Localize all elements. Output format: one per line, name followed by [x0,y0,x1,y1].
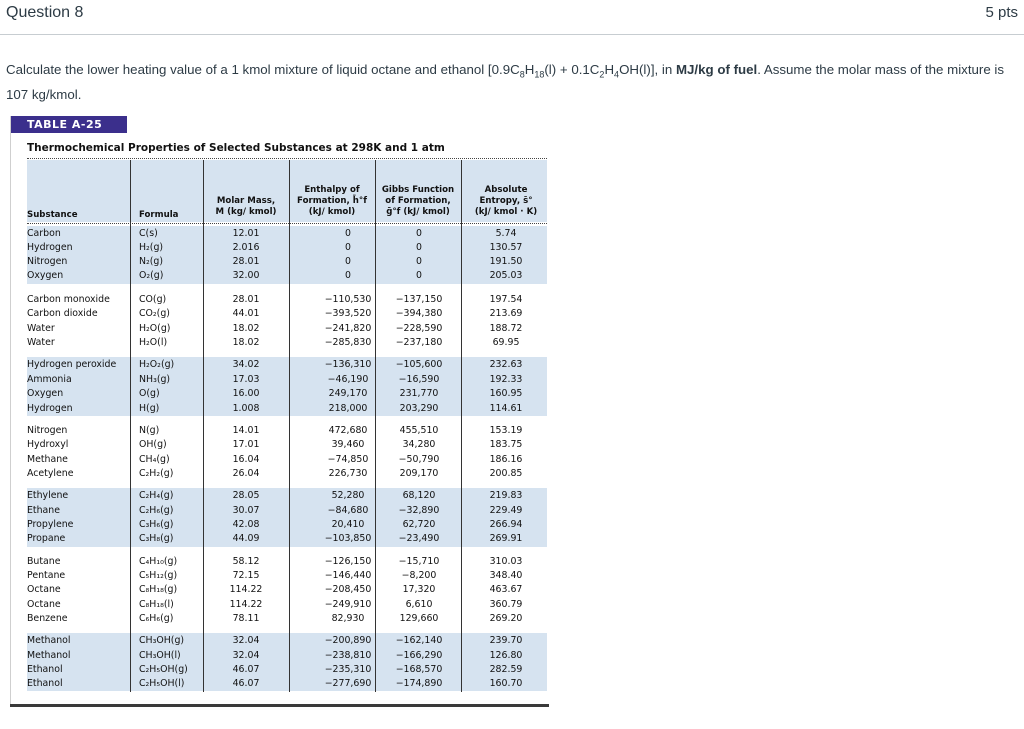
substance-cell: Oxygen [27,270,64,281]
enthalpy-cell: 249,170 [328,388,368,399]
formula-cell: C(s) [139,228,158,239]
entropy-cell: 5.74 [495,228,517,239]
formula-cell: N(g) [139,425,160,436]
entropy-cell: 229.49 [489,505,523,516]
enthalpy-cell: −393,520 [324,308,372,319]
entropy-cell: 160.95 [489,388,523,399]
formula-cell: CO₂(g) [139,308,170,319]
entropy-cell: 219.83 [489,490,523,501]
molar-mass-cell: 44.09 [232,533,260,544]
enthalpy-cell: −103,850 [324,533,372,544]
entropy-cell: 205.03 [489,270,523,281]
table-row [0,439,550,454]
gibbs-cell: −15,710 [398,556,440,567]
table-row [0,256,550,271]
formula-cell: CO(g) [139,294,167,305]
table-row [0,388,550,403]
substance-cell: Ethanol [27,664,63,675]
molar-mass-cell: 12.01 [232,228,260,239]
col-molar-mass: Molar Mass, M (kg/ kmol) [215,196,277,217]
table-row [0,454,550,469]
gibbs-cell: −137,150 [395,294,443,305]
entropy-cell: 191.50 [489,256,523,267]
gibbs-cell: −8,200 [401,570,437,581]
table-row [0,570,550,585]
substance-cell: Ethane [27,505,60,516]
table-row [0,584,550,599]
col-formula: Formula [139,210,179,220]
molar-mass-cell: 42.08 [232,519,260,530]
table-row [0,664,550,679]
formula-cell: CH₃OH(l) [139,650,181,661]
enthalpy-cell: 218,000 [328,403,368,414]
substance-cell: Ethylene [27,490,69,501]
table-row [0,678,550,693]
entropy-cell: 239.70 [489,635,523,646]
molar-mass-cell: 114.22 [229,584,263,595]
substance-cell: Octane [27,599,61,610]
substance-cell: Hydrogen peroxide [27,359,117,370]
col-enthalpy: Enthalpy of Formation, h̄°f (kJ/ kmol) [297,185,367,217]
gibbs-cell: 34,280 [402,439,436,450]
substance-cell: Oxygen [27,388,64,399]
entropy-cell: 197.54 [489,294,523,305]
molar-mass-cell: 26.04 [232,468,260,479]
molar-mass-cell: 2.016 [232,242,260,253]
entropy-cell: 126.80 [489,650,523,661]
entropy-cell: 269.20 [489,613,523,624]
substance-cell: Carbon monoxide [27,294,110,305]
enthalpy-cell: −200,890 [324,635,372,646]
table-row [0,490,550,505]
enthalpy-cell: 82,930 [331,613,365,624]
formula-cell: C₃H₈(g) [139,533,174,544]
entropy-cell: 463.67 [489,584,523,595]
table-row [0,505,550,520]
molar-mass-cell: 30.07 [232,505,260,516]
figure-bottom-rule [10,704,549,707]
formula-cell: H₂O₂(g) [139,359,175,370]
formula-cell: CH₃OH(g) [139,635,185,646]
gibbs-cell: −174,890 [395,678,443,689]
gibbs-cell: 129,660 [399,613,439,624]
enthalpy-cell: −208,450 [324,584,372,595]
formula-cell: H₂(g) [139,242,164,253]
molar-mass-cell: 1.008 [232,403,260,414]
table-top-rule [27,158,547,159]
substance-cell: Butane [27,556,61,567]
gibbs-cell: 209,170 [399,468,439,479]
substance-cell: Propane [27,533,66,544]
table-caption: Thermochemical Properties of Selected Substances at 298K and 1 atm [27,142,445,154]
entropy-cell: 114.61 [489,403,523,414]
col-substance: Substance [27,210,78,220]
substance-cell: Ammonia [27,374,72,385]
molar-mass-cell: 44.01 [232,308,260,319]
table-row [0,403,550,418]
question-text: Calculate the lower heating value of a 1 kmol mixture of liquid octane and ethanol $[0.9C_8H_{18}(l) + 0.1C_2H_4OH(l)]$, in MJ/kg of fuel. Assume the molar mass of the mixture is 107 kg/kmol. [6,62,1005,102]
entropy-cell: 266.94 [489,519,523,530]
enthalpy-cell: −110,530 [324,294,372,305]
molar-mass-cell: 17.03 [232,374,260,385]
gibbs-cell: 68,120 [402,490,436,501]
entropy-cell: 160.70 [489,678,523,689]
enthalpy-cell: 0 [345,256,351,267]
molar-mass-cell: 114.22 [229,599,263,610]
table-row [0,635,550,650]
gibbs-cell: −16,590 [398,374,440,385]
molar-mass-cell: 28.01 [232,256,260,267]
formula-cell: C₆H₆(g) [139,613,174,624]
molar-mass-cell: 32.00 [232,270,260,281]
table-row [0,468,550,483]
formula-cell: C₈H₁₈(g) [139,584,178,595]
substance-cell: Methane [27,454,68,465]
substance-cell: Octane [27,584,61,595]
table-row [0,599,550,614]
molar-mass-cell: 28.05 [232,490,260,501]
enthalpy-cell: 39,460 [331,439,365,450]
gibbs-cell: −32,890 [398,505,440,516]
entropy-cell: 360.79 [489,599,523,610]
enthalpy-cell: −126,150 [324,556,372,567]
molar-mass-cell: 18.02 [232,323,260,334]
formula-cell: C₅H₁₂(g) [139,570,178,581]
enthalpy-cell: 0 [345,228,351,239]
gibbs-cell: 0 [416,228,422,239]
gibbs-cell: 203,290 [399,403,439,414]
gibbs-cell: 0 [416,256,422,267]
table-row [0,650,550,665]
substance-cell: Methanol [27,650,71,661]
gibbs-cell: 0 [416,270,422,281]
molar-mass-cell: 14.01 [232,425,260,436]
formula-cell: C₂H₅OH(l) [139,678,185,689]
table-row [0,374,550,389]
table-row [0,337,550,352]
table-row [0,308,550,323]
enthalpy-cell: −238,810 [324,650,372,661]
enthalpy-cell: 226,730 [328,468,368,479]
gibbs-cell: −237,180 [395,337,443,348]
entropy-cell: 348.40 [489,570,523,581]
entropy-cell: 186.16 [489,454,523,465]
table-row [0,425,550,440]
formula-cell: O(g) [139,388,160,399]
enthalpy-cell: −235,310 [324,664,372,675]
enthalpy-cell: 52,280 [331,490,365,501]
enthalpy-cell: −241,820 [324,323,372,334]
entropy-cell: 130.57 [489,242,523,253]
table-row [0,228,550,243]
molar-mass-cell: 78.11 [232,613,260,624]
molar-mass-cell: 58.12 [232,556,260,567]
substance-cell: Benzene [27,613,68,624]
gibbs-cell: −50,790 [398,454,440,465]
molar-mass-cell: 32.04 [232,650,260,661]
enthalpy-cell: −285,830 [324,337,372,348]
substance-cell: Hydrogen [27,242,73,253]
formula-cell: O₂(g) [139,270,164,281]
entropy-cell: 213.69 [489,308,523,319]
entropy-cell: 282.59 [489,664,523,675]
col-entropy: Absolute Entropy, s̄° (kJ/ kmol · K) [474,185,538,217]
entropy-cell: 183.75 [489,439,523,450]
substance-cell: Water [27,337,55,348]
substance-cell: Nitrogen [27,425,68,436]
gibbs-cell: 455,510 [399,425,439,436]
table-badge: TABLE A-25 [11,116,127,133]
entropy-cell: 310.03 [489,556,523,567]
table-row [0,323,550,338]
substance-cell: Pentane [27,570,66,581]
formula-cell: H(g) [139,403,160,414]
gibbs-cell: −105,600 [395,359,443,370]
table-row [0,294,550,309]
enthalpy-cell: 20,410 [331,519,365,530]
gibbs-cell: −166,290 [395,650,443,661]
formula-cell: CH₄(g) [139,454,170,465]
gibbs-cell: −162,140 [395,635,443,646]
formula-cell: C₃H₆(g) [139,519,174,530]
formula-cell: NH₃(g) [139,374,171,385]
entropy-cell: 232.63 [489,359,523,370]
entropy-cell: 269.91 [489,533,523,544]
table-row [0,556,550,571]
gibbs-cell: −394,380 [395,308,443,319]
table-row [0,359,550,374]
molar-mass-cell: 46.07 [232,678,260,689]
entropy-cell: 69.95 [492,337,520,348]
molar-mass-cell: 16.00 [232,388,260,399]
enthalpy-cell: −46,190 [327,374,369,385]
question-points: 5 pts [985,4,1018,21]
gibbs-cell: −168,570 [395,664,443,675]
molar-mass-cell: 17.01 [232,439,260,450]
enthalpy-cell: 472,680 [328,425,368,436]
formula-cell: C₄H₁₀(g) [139,556,178,567]
header-bottom-rule [27,223,547,224]
formula-cell: H₂O(l) [139,337,168,348]
substance-cell: Acetylene [27,468,74,479]
question-title: Question 8 [6,4,84,21]
gibbs-cell: −228,590 [395,323,443,334]
substance-cell: Propylene [27,519,74,530]
table-row [0,270,550,285]
entropy-cell: 192.33 [489,374,523,385]
substance-cell: Water [27,323,55,334]
molar-mass-cell: 28.01 [232,294,260,305]
formula-cell: N₂(g) [139,256,164,267]
table-row [0,242,550,257]
entropy-cell: 200.85 [489,468,523,479]
molar-mass-cell: 18.02 [232,337,260,348]
molar-mass-cell: 46.07 [232,664,260,675]
enthalpy-cell: −146,440 [324,570,372,581]
enthalpy-cell: 0 [345,270,351,281]
question-header [0,0,1024,35]
formula-cell: H₂O(g) [139,323,171,334]
substance-cell: Nitrogen [27,256,68,267]
formula-cell: OH(g) [139,439,167,450]
formula-cell: C₂H₂(g) [139,468,174,479]
entropy-cell: 188.72 [489,323,523,334]
entropy-cell: 153.19 [489,425,523,436]
substance-cell: Hydroxyl [27,439,69,450]
enthalpy-cell: −249,910 [324,599,372,610]
gibbs-cell: 17,320 [402,584,436,595]
substance-cell: Carbon dioxide [27,308,98,319]
gibbs-cell: −23,490 [398,533,440,544]
substance-cell: Carbon [27,228,61,239]
col-gibbs: Gibbs Function of Formation, ḡ°f (kJ/ kmol) [381,185,455,217]
gibbs-cell: 6,610 [405,599,433,610]
molar-mass-cell: 72.15 [232,570,260,581]
table-row [0,533,550,548]
table-row [0,613,550,628]
gibbs-cell: 231,770 [399,388,439,399]
molar-mass-cell: 32.04 [232,635,260,646]
substance-cell: Ethanol [27,678,63,689]
formula-cell: C₂H₄(g) [139,490,174,501]
formula-cell: C₈H₁₈(l) [139,599,174,610]
gibbs-cell: 62,720 [402,519,436,530]
enthalpy-cell: −136,310 [324,359,372,370]
molar-mass-cell: 34.02 [232,359,260,370]
enthalpy-cell: −277,690 [324,678,372,689]
enthalpy-cell: 0 [345,242,351,253]
substance-cell: Hydrogen [27,403,73,414]
formula-cell: C₂H₅OH(g) [139,664,188,675]
molar-mass-cell: 16.04 [232,454,260,465]
enthalpy-cell: −74,850 [327,454,369,465]
gibbs-cell: 0 [416,242,422,253]
substance-cell: Methanol [27,635,71,646]
formula-cell: C₂H₆(g) [139,505,174,516]
table-row [0,519,550,534]
enthalpy-cell: −84,680 [327,505,369,516]
